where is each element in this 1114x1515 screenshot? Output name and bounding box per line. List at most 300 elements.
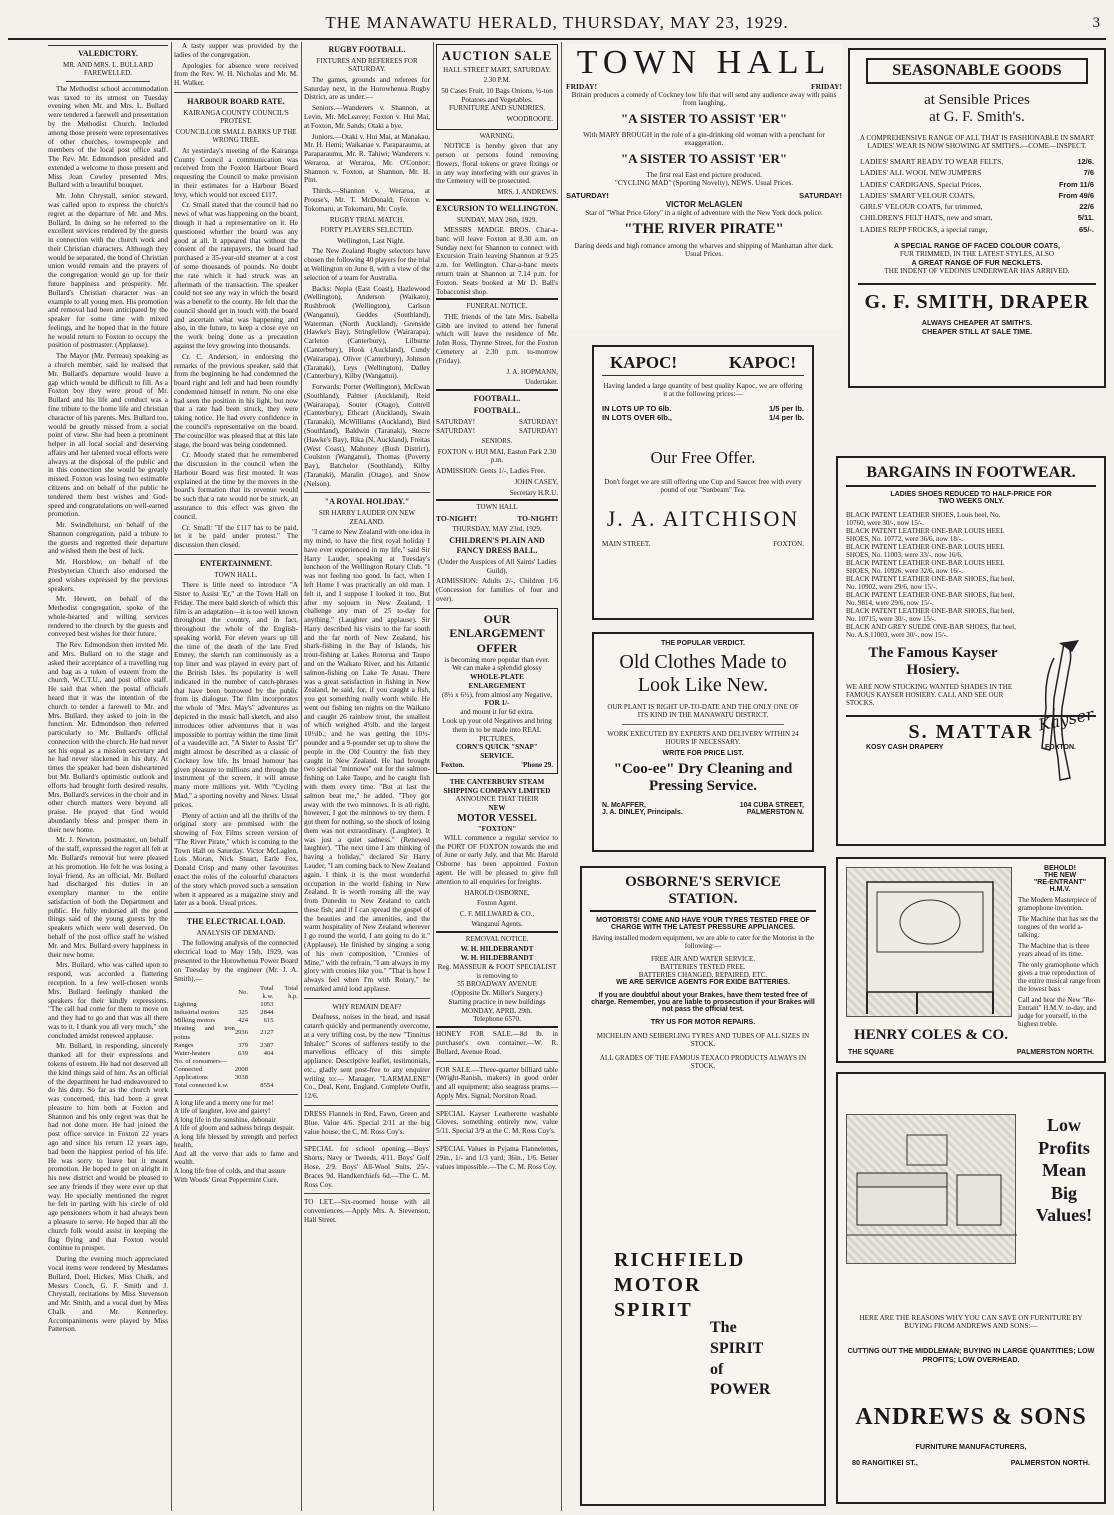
removal-line: MONDAY, APRIL 29th. [461,1006,533,1015]
table-cell [235,1001,248,1009]
article-paragraph: The Methodist school accommodation was taxed to its utmost on Tuesday evening when Mr. and Mrs. L. Bullard were tendered a farewell and presentation by the Methodist Church. Included among those present were representatives of other churches, townspeople and members of the local post office staff. The Rev. Mr. Edmondson presided and extended a welcome to those present and Miss Joan Cowley presented Mrs. Bullard with a beautiful bouquet. [48,84,168,190]
enlarge-line: is becoming more popular than ever. [444,655,550,664]
article-paragraph: Mr. Hewett, on behalf of the Methodist congregation, spoke of the whole-hearted and willing services rendered to the church by the guests and conveyed best wishes for their future. [48,595,168,639]
richfield-logo [614,1248,745,1323]
aitchison-town: FOXTON. [773,540,804,548]
excursion-text: MESSRS MADGE BROS. Char-a-banc will leave Foxton at 8.30 a.m. on Sunday next for Shannon to connect with Excursion Train leaving Shannon at 9.25 a.m. for Wellington. Char-a-banc meets return train at Shannon at 7.14 p.m. for Foxton. Seats booked at Mr D. Ball's Tobacconist shop. [436,226,558,296]
table-cell [248,1074,273,1082]
shipping-text: WILL commence a regular service to the PORT OF FOXTON towards the end of June or early July, and that Mr. Harold Osborne has been appointed Foxton agent. He will be pleased to give full attention to all enquiries for freights. [436,833,558,886]
table-cell: Milking motors [174,1017,216,1025]
enlarge-line: and mount it for 6d extra. [460,708,534,717]
richfield-word: RICHFIELD [614,1249,746,1271]
table-row [174,1001,298,1009]
valedictory-subheading: MR. AND MRS. L. BULLARD FAREWELLED. [62,60,154,78]
table-cell: 2936 [234,1029,249,1037]
osborne-line: If you are doubtful about your Brakes, have them tested free of charge. Remember, you are liable to prosecution if your Brakes will not pass the official test. [591,992,815,1013]
hmv-gramophone-ad [836,857,1106,1063]
slogan-word: SPIRIT [710,1339,764,1357]
feature-film-title: "A SISTER TO ASSIST 'ER" [620,111,788,126]
table-header: No. [238,989,249,997]
shoe-item: BLACK PATENT LEATHER ONE-BAR SHOES, flat heel, No. 10715, were 30/-, now 15/-. [846,607,1015,623]
enlarge-town: Foxton. [441,760,465,769]
article-paragraph: There is little need to introduce "A Sister to Assist 'Er," at the Town Hall on Friday. The mere bald sketch of which this film is an adaptation—it is too well known throughout the country, and in fact, throughout the whole of the English-speaking world. For eleven years up till the time of the death of the late Fred Emney, the sketch ran continuously as a top liner and was played in every part of the British Isles. Its popularity is well indicated in the number of catch-phrases that have been borrowed by the public from its dialogue. The film incorporates the whole of "Mrs. May's" adventures as depicted in the music hall sketch, and also introduces other adventures that it was impossible to portray within the time limit of a vaudeville act. "A Sister to Assist 'Er" might almost be described as a classic of Cockney low life. Its broad humour has given pleasure to millions and through the instrument of the screen, it will amuse many more millions yet. With "Cycling Mad," a sporting novelty and News. Usual prices. [174,581,298,809]
football-heading: FOOTBALL. [473,393,521,403]
auction-title: AUCTION SALE [441,48,553,63]
slogan-word: POWER [710,1381,771,1399]
warning-signature: MRS. J. ANDREWS. [497,188,558,197]
removal-line: Reg. MASSEUR & FOOT SPECIALIST [437,962,557,971]
verse-line: A life of laughter, love and gaiety! [174,1107,271,1116]
osborne-service: BATTERIES CHANGED, REPAIRED, ETC. [638,971,768,979]
kayser-text: WE ARE NOW STOCKING WANTED SHADES IN THE FAMOUS KAYSER HOSIERY. CALL AND SEE OUR STOCKS. [846,683,1013,707]
table-cell [235,1082,248,1090]
item-price: 5/11. [1077,213,1094,223]
town-hall-title: TOWN HALL [576,44,832,81]
gramophone-cabinet-image [846,867,1012,1017]
classified-ad: SPECIAL Kayser Leatherette washable Gloves, something entirely new, value 5/11. Special 3/9 at the C. M. Ross Coy's. [436,1109,558,1136]
enlarge-line: WHOLE-PLATE ENLARGEMENT [468,673,526,690]
deaf-heading: WHY REMAIN DEAF? [332,1002,402,1011]
table-cell: 2387 [260,1041,274,1049]
masthead [8,8,1106,40]
canterbury-shipping-ad [436,778,558,834]
hmv-text: The Machine that is three years ahead of its time. [1018,942,1090,958]
table-cell: Water-heaters [174,1049,211,1057]
warning-heading: WARNING. [479,131,515,140]
seasonable-line: A GREAT RANGE OF FUR NECKLETS. [911,257,1043,267]
column-three [304,42,430,1511]
table-row [174,1042,298,1050]
column-two [174,42,298,1511]
football-heading: FOOTBALL. [473,406,521,416]
table-header: Total h.p. [284,985,298,1001]
removal-line: 55 BROADWAY AVENUE [457,980,537,989]
funeral-heading: FUNERAL NOTICE. [466,302,528,311]
town-hall-ad [566,44,842,330]
football-match: FOXTON v. HUI MAI, Easton Park 2.30 p.m. [437,447,557,465]
kayser-heading: The Famous Kayser [868,645,998,661]
saturday-label: SATURDAY! [436,418,476,427]
shipping-line: SHIPPING COMPANY LIMITED [443,786,551,795]
article-paragraph: Cr. Moody stated that he remembered the discussion in the council when the Harbour Board was first mooted. It was explained at the time by the movers in the board's formation that its revenue would be such that a rate would not be struck, an assurance to this effect was given the council. [174,451,298,521]
enlargement-offer-ad [436,608,558,774]
list-item [860,190,1094,201]
item-name: CHILDREN'S FELT HATS, new and smart, [860,213,993,223]
principal-name: N. McAFFER, [602,801,646,809]
item-name: LADIES' ALL WOOL NEW JUMPERS [860,168,982,178]
town-hall-line: The first real East end picture produced. [646,171,762,179]
aitchison-street: MAIN STREET. [602,540,651,548]
hmv-text: The Machine that has set the tongues of the world a-talking. [1018,915,1099,939]
column-rule [433,42,434,1511]
table-cell: 615 [263,1017,274,1025]
osborne-line: ALL GRADES OF THE FAMOUS TEXACO PRODUCTS ALWAYS IN STOCK. [599,1054,807,1070]
auction-time: 2.30 P.M. [483,76,511,85]
classified-ad: FOR SALE.—Three-quarter billiard table (Wright-Ranish, makers) in good order and all equipment; also seagrass prams.—Apply Mrs. Signal, Norsiton Road. [436,1065,558,1100]
kayser-logo: Kayser [1036,704,1096,735]
verdict-label: THE POPULAR VERDICT. [660,640,745,647]
harbour-sub: KAIRANGA COUNTY COUNCIL'S PROTEST. [183,108,289,126]
osborne-service: FREE AIR AND WATER SERVICE. [650,955,756,963]
spirit-of-power [710,1318,770,1401]
football-admission: ADMISSION: Gents 1/-, Ladies Free. [436,467,546,476]
list-item [860,167,1094,178]
classified-ad: HONEY FOR SALE.—8d lb. in purchaser's own container.—W. R. Bullard, Avenue Road. [436,1030,558,1056]
electrical-load-table [174,985,298,1089]
article-paragraph: Wellington, Last Night. [337,236,405,245]
rugby-sub: FIXTURES AND REFEREES FOR SATURDAY. [316,56,418,74]
article-paragraph: The games, grounds and referees for Saturday next, in the Horowhenua Rugby District, are as under:— [304,75,430,102]
article-paragraph: Seniors.—Wanderers v. Shannon, at Levin, Mr. McLeavey; Foxton v. Hui Mai, at Foxton, Mr. Sands; Otaki a bye. [304,104,430,130]
article-paragraph: At yesterday's meeting of the Kairanga County Council a communication was received from the Foxton Harbour Board requesting the Council to make provision in their estimates for a Harbour Board levy, which would not exceed £117. [174,146,298,199]
hmv-line: BEHOLD! [1044,865,1076,872]
table-cell [273,1042,298,1050]
footwear-title: BARGAINS IN FOOTWEAR. [846,464,1096,487]
table-cell: 2844 [260,1009,274,1017]
removal-line: Starting practice in new buildings [448,997,546,1006]
headline-word: Low [1046,1115,1081,1135]
free-offer-text: Don't forget we are still offering one Cup and Saucer free with every pound of our "Sunbeam" Tea. [604,478,802,494]
royal-holiday-heading: "A ROYAL HOLIDAY." [324,497,410,507]
removal-line: is removing to [476,971,518,980]
table-cell: Total connected k.w. [174,1081,229,1089]
table-cell [273,1082,298,1090]
richfield-word: MOTOR [614,1274,702,1296]
article-paragraph: Forwards: Porter (Wellington), McEwan (Southland), Palmer (Auckland), Reid (Wairarapa), Souter (Otago), Cottrell (Canterbury), Ethcart (Auckland), Swain (Taranaki), McWilliams (Auckland), Bird (Southland), Baldwin (Taranaki), Stecre (Hawke's Bay), Rika (N. Auckland), Freitas (West Coast), Mahoney (Bush District), Coulston (Wanganui), Thomas (Poverty Bay), Batchelor (Southland), Kilby (Taranaki), Maralin (Otago), and Snow (Nelson). [304,383,430,488]
harbour-sub2: COUNCILLOR SMALL BARKS UP THE WRONG TREE. [175,127,297,145]
feature-film-title: "THE RIVER PIRATE" [624,221,784,237]
article-paragraph: Mr. Bullard, in responding, sincerely thanked all for their expressions and tokens of esteem. He had not deserved all the kind things said of him. As an official of the department he had endeavoured to do his duty. So far as the church work was concerned, this had been a great pleasure to him both at Foxton and Shannon and his only regret was that he had not done more. He had joined the post office service in Foxton 22 years ago and since his return 12 years ago, had been the happiest period of his life. He was sorry to leave but it meant promotion. He hoped to get on alright in his new district and would be pleased to see any friends if they were ever up that way. He specially mentioned the regret he felt in parting with his circle of old age pensioners whom it had always been a pleasure to serve. He hoped that all the church folk would assist in keeping the flag flying and that Foxton would continue to prosper. [48,1042,168,1253]
funeral-signature: J. A. HOPMANN, [506,367,558,376]
hmv-text: Call and hear the New "Re-Entrant" H.M.V. to-day, and judge for yourself, to the highest treble. [1018,996,1097,1028]
article-paragraph: The Rev. Edmondson then invited Mr. and Mrs. Bullard on to the stage and asked their acceptance of a travelling rug and bag as a token of esteem from the church, W.C.T.U., and post office staff. He said that when the postal officials heard that it was the intention of the church to tender a farewell to Mr. and Mrs. Bullard, they asked to join in the function. Mr. Edmondson then referred particularly to Mr. Bullard's official connection with the church. He had never set his equal as a mission secretary and he had never slackened in his duty. At times the speaker had been disheartened but Mr. Bullard's optimistic outlook and efforts had brought forth desired results. Mrs. Bullard's services in the choir and in other church matters were beyond all praise. He prayed that God would abundantly bless and prosper them in their new home. [48,641,168,834]
table-cell: 404 [263,1049,274,1057]
town-hall-line: Usual Prices. [685,250,723,258]
item-price: 22/6 [1079,202,1094,211]
enlarge-line: (8½ x 6½), from almost any Negative, [441,690,553,699]
andrews-role: FURNITURE MANUFACTURERS, [915,1442,1027,1451]
entertainment-sub: TOWN HALL. [214,570,258,579]
shipping-agent-role: Foxton Agent. [476,899,518,908]
shipping-agent: HAROLD OSBORNE, [464,888,530,897]
article-paragraph: Mrs. Bullard, who was called upon to respond, was accorded a flattering reception. In a few well-chosen words Mrs. Bullard feelingly thanked the speakers for their kindly expressions. "The call had come for them to move on and they had to go and that was all there was to it. I thank you all very much," she concluded amidst renewed applause. [48,961,168,1040]
article-paragraph: Mr. J. Newton, postmaster, on behalf of the staff, expressed the regret all felt at Mr. Bullard's removal but were pleased at his promotion. He felt he was losing a loyal friend. As an official, Mr. Bullard had discharged his duties in an exemplary manner to the entire satisfaction of both the Department and public. He fully endorsed all the good things said of the young guests by the speakers which were well deserved. On behalf of the post office staff he wished Mr. and Mrs. Bullard every happiness in their new home. [48,836,168,959]
football-secretary-role: Secretary H.R.U. [509,488,558,497]
table-cell [273,1025,298,1041]
warning-text: NOTICE is hereby given that any person or persons found removing flowers, floral tokens or grave fixings or in any way interfering with our graves in the Cemetery will be prosecuted. [436,142,558,186]
table-row [174,1058,298,1066]
shoe-item: BLACK PATENT LEATHER ONE-BAR LOUIS HEEL SHOES, No. 11003, were 33/-, now 16/6. [846,543,1005,559]
osborne-service: WE ARE SERVICE AGENTS FOR EXIDE BATTERIES. [616,979,790,986]
article-paragraph: "I came to New Zealand with one idea in my mind, to have the first royal holiday I have ever experienced in my life," said Sir Harry Lauder, speaking at Tuesday's luncheon of the Wellington Rotary Club. "I was not feeling too good. In fact, when I left Home I was practically an old man. I felt it, and I suppose I looked it too. But after my sojourn in New Zealand, I challenge any man of 25 to-day for anything." (Laughter and applause). Sir Harry described his visits to the far south and the far north of New Zealand, his shark-fishing in the Bay of Islands, his trout-fishing at Lakes Rotorua and Taupo and on the Waikato River, and his Atlantic salmon-fishing on Lake Te Anau. There was a great satisfaction in fishing in New Zealand, he said, for, if you caught a fish, you got something really worth while. He went out fishing ten nights on the Waikato and caught 26 rainbow trout, the smallest of which weighed 4½lb. and the largest 10½lb.; and he was getting the 10½-pounder and a 9-pounder set up to show the people in the Old Country the fish they caught in New Zealand. He had brought two special "minnows" out for the salmon-fishing on Lake Taupo, and he caught fish with them every time. "But at last the salmon beat me," he added. "They got away with the two minnows. It is all right, however, I got the minnows to try them. I got them for nothing, so the shock of losing them was not extraordinary. (Laughter). It was just a quiet sadness." (Renewed laughter). "The next time I am thinking of having a holiday," declared Sir Harry Lauder, "I am coming back to New Zealand again. I think it is the most wonderful occupation in the world fishing in New Zealand. It is worth rousing all the way from Dunedin to New Zealand to catch these fish; and if I can spread the gospel of the beauties and the amenities, and the warm hospitality of New Zealand wherever I go round the world, I am going to do it." (Applause). He finished by singing a song of his own composition, "Cronies of Mine," with the refrain, "I am always in my glory with cronies like you." "That is how I always feel when I'm with Rotary," he remarked amid loud applause. [304,528,430,993]
gfsmith-name: G. F. SMITH, DRAPER [858,283,1096,314]
gfsmith-line: ALWAYS CHEAPER AT SMITH'S. [921,317,1033,327]
seasonable-title: SEASONABLE GOODS [866,58,1088,84]
cooee-line: WORK EXECUTED BY EXPERTS AND DELIVERY WITHIN 24 HOURS IF NECESSARY. [607,730,799,746]
football-secretary: JOHN CASEY, [514,478,558,487]
auction-sub: HALL STREET MART, SATURDAY. [443,65,551,74]
headline-word: Profits [1038,1137,1090,1158]
article-paragraph: The Mayor (Mr. Perreau) speaking as a church member, said he realised that Mr. Bullard's departure would leave a gap which would be difficult to fill. As a Foxton boy they were proud of Mr. Bullard and his life and conduct was a fine tribute to the home life and christian character of his parents. Mrs. Bullard too, would be greatly missed from a social point of view. She had been a prominent helper in all local social and deserving affairs and her talented vocal efforts were always at the disposal of the public and in this connection she would be greatly missed. Foxton was losing two estimable citizens and on behalf of the public he tendered them best wishes and God-speed and congratulations on well-earned promotion. [48,352,168,519]
article-paragraph: The New Zealand Rugby selectors have chosen the following 40 players for the trial at Wellington on June 8, with a view of the selection of a team for Australia. [304,247,430,282]
table-cell: 424 [238,1017,249,1025]
low-profits-headline [1028,1114,1100,1227]
seasonable-subtitle: at Sensible Prices [924,92,1030,108]
osborne-line: TRY US FOR MOTOR REPAIRS. [650,1019,756,1026]
richfield-word: SPIRIT [614,1299,693,1321]
shoe-item: BLACK PATENT LEATHER ONE-BAR LOUIS HEEL SHOES, No. 10772, were 36/6, now 18/-. [846,527,1005,543]
shoe-item: BLACK PATENT LEATHER ONE-BAR SHOES, flat heel, No. 10902, were 29/6, now 15/-. [846,575,1015,591]
andrews-name: ANDREWS & SONS [855,1404,1087,1430]
article-paragraph: Plenty of action and all the thrills of the original story are promised with the showing of Fox Films screen version of "The River Pirate," which is coming to the Town Hall on Saturday. Victor McLaglen, Lois Moran, Nick Stuart, Earle Fox, Donald Crisp and many other favourites enact the roles of the colourful characters of the story which proved such a sensation when it appeared as a magazine story and later as a book. Usual prices. [174,811,298,908]
table-cell: Lighting [174,1001,197,1009]
ball-auspices: (Under the Auspices of All Saints' Ladies Guild). [437,557,557,575]
table-cell [273,1001,298,1009]
verse-line: A long life free of colds, and that assure [174,1166,286,1175]
entertainment-heading: ENTERTAINMENT. [199,558,273,568]
enlarge-price: FOR 1/- [484,699,510,708]
kapoc-title: KAPOC! [728,353,796,372]
mattar-town: FOXTON. [1045,744,1076,751]
principal-name: J. A. DINLEY, Principals. [602,808,683,816]
price-list-label: WRITE FOR PRICE LIST. [662,750,744,757]
kapoc-price: 1/4 per lb. [768,413,804,422]
shipping-agent: C. F. MILLWARD & CO., [459,909,535,918]
list-item [860,201,1094,212]
classified-ad: TO LET.—Six-roomed house with all conveniences.—Apply Mrs. A. Stevenson, Hall Street. [304,1198,430,1224]
tonight-label: TO-NIGHT! [436,513,477,523]
cooee-line: OUR PLANT IS RIGHT UP-TO-DATE AND THE ONLY ONE OF ITS KIND IN THE MANAWATU DISTRICT. [607,703,799,719]
item-name: LADIES' SMART VELOUR COATS, [860,190,975,200]
removal-line: Telephone 6570. [473,1015,521,1024]
kapoc-price: 1/5 per lb. [768,404,804,413]
kapoc-lot: IN LOTS UP TO 6lb. [602,404,672,413]
item-name: GIRLS' VELOUR COATS, fur trimmed, [860,202,983,211]
saturday-label: SATURDAY! [436,426,476,435]
classified-ad: SPECIAL for school opening.—Boys' Shorts, Navy or Tweeds, 4/11. Boys' Golf Hose, 2/9. Boys' All-Wool Suits, 25/-. Braces 9d. Handkerchiefs 6d.—The C. M. Ross Coy. [304,1145,430,1189]
funeral-role: Undertaker. [525,378,558,387]
shipping-line: THE CANTERBURY STEAM [449,777,545,786]
rugby-heading: RUGBY FOOTBALL. [328,45,406,54]
table-row [174,1050,298,1058]
feature-film-title: "A SISTER TO ASSIST 'ER" [620,151,788,166]
shoe-item: BLACK AND GREY SUEDE ONE-BAR SHOES, flat heel, No. A.S.11003, were 30/-, now 15/-. [846,623,1016,639]
article-paragraph: Thirds.—Shannon v. Weraroa, at Prouse's, Mr. T. McDonald; Foxton v. Tokomaru, at Tokomaru, Mr. Coyle. [304,187,430,213]
table-row [174,1066,298,1074]
henry-coles-name: HENRY COLES & CO. [854,1027,1008,1043]
star-name: VICTOR McLAGLEN [665,200,743,209]
town-hall-line: Star of "What Price Glory" in a night of adventure with the New York dock police. [585,209,823,217]
newspaper-title: THE MANAWATU HERALD, THURSDAY, MAY 23, 1929. [325,13,789,32]
town-hall-line: Britain produces a comedy of Cockney low life that will send any audience away with pains from laughing. [571,91,837,107]
osborne-line: MICHELIN AND SEIBERLING TYRES AND TUBES OF ALL SIZES IN STOCK. [596,1032,810,1048]
article-paragraph: Mr. Swindlehurst, on behalf of the Shannon congregation, paid a tribute to the guests and regretted their departure and wished them the best of luck. [48,521,168,556]
article-paragraph: Mr. Horsblow, on behalf of the Presbyterian Church also endorsed the good wishes expressed by the previous speakers. [48,558,168,593]
table-cell [273,1066,298,1074]
table-header-row [174,985,298,1001]
shipping-line: ANNOUNCE THAT THEIR [455,795,539,804]
ball-date: THURSDAY, MAY 23rd, 1929. [452,524,542,533]
shoe-item: BLACK PATENT LEATHER ONE-BAR LOUIS HEEL SHOES, No. 10926, were 32/6, now 16/-. [846,559,1005,575]
table-cell: 325 [238,1009,249,1017]
andrews-address: 80 RANGITIKEI ST., [852,1458,918,1467]
verse-line: A long life in the sunshine, debonair [174,1115,276,1124]
osborne-service: BATTERIES TESTED FREE. [660,963,746,971]
item-name: LADIES' CARDIGANS, Special Prices, [860,179,982,189]
table-cell: No. of consumers— [174,1057,228,1065]
town-hall-line: "CYCLING MAD" (Sporting Novelty), NEWS. Usual Prices. [614,179,794,187]
verse-line: A long life blessed by strength and perfect health, [174,1132,298,1150]
table-cell: 3038 [234,1073,249,1081]
article-paragraph: Deafness, noises in the head, and nasal catarrh quickly and permanently overcome, at a very trifling cost, by the new "Tinnitus Inhaler." Scores of sufferers testify to the marvellous efficacy of this simple appliance. Descriptive leaflet, testimonials, etc., gladly sent post-free to any enquirer writing to:— Manager, "LARMALENE" Co., Deal, Kent, England. Complete Outfit, 12/6. [304,1013,430,1101]
mattar-store: KOSY CASH DRAPERY [866,744,944,751]
item-price: From 11/6 [1058,179,1094,189]
ball-admission: ADMISSION: Adults 2/-, Children 1/6 (Concession for families of four and over). [436,577,558,603]
kapoc-lot: IN LOTS OVER 6lb., [602,413,673,422]
table-row [174,1017,298,1025]
funeral-text: THE friends of the late Mrs. Isabella Gibb are invited to attend her funeral which will leave the residence of Mr. John Ross, Thynne Street, for the Foxton Cemetery at 2.30 p.m. to-morrow (Friday). [436,312,558,365]
cooee-address: 104 CUBA STREET, [739,801,804,809]
verse-line: A life of gloom and sadness brings despair. [174,1124,295,1133]
gfsmith-line: CHEAPER STILL AT SALE TIME. [921,326,1033,336]
enlarge-line: Look up your old Negatives and bring them in to be made into REAL PICTURES. [442,717,552,743]
verse-line: A long life and a merry one for me! [174,1098,274,1107]
article-paragraph: Cr. C. Anderson, in endorsing the remarks of the previous speaker, said that from the beginning he had condemned the board right and left and had been roundly condemned himself in return. No one else had seen the position in his light, but now that a rate had been struck, they were taking notice. He had every confidence in the council's representative on the board. The councillor was pleased that at this late stage, the board was being condemned. [174,352,298,449]
table-cell [248,1066,273,1074]
kayser-heading: Hosiery. [906,662,960,678]
table-header [174,985,235,1001]
column-rule [171,42,172,1511]
article-paragraph: Cr. Small: "If the £117 has to be paid, let it be paid under protest." The discussion then closed. [174,523,298,550]
shipping-agent-role: Wanganui Agents. [471,920,523,929]
table-row [174,1074,298,1082]
table-row [174,1025,298,1041]
kapoc-ad [592,345,814,620]
valedictory-heading: VALEDICTORY. [48,45,168,59]
free-offer-title: Our Free Offer. [650,448,756,467]
osborne-line: MOTORISTS! COME AND HAVE YOUR TYRES TESTED FREE OF CHARGE WITH THE LATEST PRESSURE APPLIANCES. [596,917,810,931]
seasonable-line: FUR TRIMMED, IN THE LATEST STYLES, ALSO [899,249,1055,258]
seasonable-subtitle: at G. F. Smith's. [929,109,1025,125]
table-cell [273,1058,298,1066]
cooee-service-title: "Coo-ee" Dry Cleaning and Pressing Service. [613,761,793,795]
hmv-text: The Modern Masterpiece of gramophone invention. [1018,896,1097,912]
article-paragraph: A tasty supper was provided by the ladies of the congregation. [174,42,298,59]
table-cell [273,1017,298,1025]
trial-heading: RUGBY TRIAL MATCH. [329,215,405,224]
item-price: 7/6 [1083,168,1094,178]
table-row [174,1082,298,1090]
enlarge-title: OUR [483,611,511,626]
kapoc-heading [602,353,804,376]
article-paragraph: During the evening much appreciated vocal items were rendered by Mesdames Bullard, Doel, Hickes, Miss Chalk, and Messrs Cooch, G. F. Smith and J. Chrystall, recitations by Miss Stevenson and Mr. Smith, and a vocal duet by Miss Chalk and Mr. Kennerley. Accompaniments were played by Miss Patterson. [48,1255,168,1334]
item-price: 12/6. [1077,157,1094,166]
hmv-line: H.M.V. [1049,886,1071,893]
hmv-address: THE SQUARE [848,1049,894,1056]
footwear-sub: LADIES SHOES REDUCED TO HALF-PRICE FOR [890,491,1052,498]
seasonable-intro: A COMPREHENSIVE RANGE OF ALL THAT IS FASHIONABLE IN SMART LADIES' WEAR IS NOW SHOWING AT SMITH'S.—COME—INSPECT. [859,134,1095,150]
shoe-item: BLACK PATENT LEATHER ONE-BAR SHOES, flat heel, No. 9814, were 29/6, now 15/-. [846,591,1015,607]
friday-label: FRIDAY! [566,82,597,91]
table-cell [273,1009,298,1017]
shipping-line: NEW [488,804,506,813]
cooee-address: PALMERSTON N. [746,808,804,816]
list-item [860,224,1094,235]
table-row [174,1009,298,1017]
table-cell: 1053 [260,1001,274,1009]
table-cell: Applications [174,1073,208,1081]
harbour-heading: HARBOUR BOARD RATE. [187,96,285,106]
vessel-title: MOTOR VESSEL [457,812,537,824]
vessel-name: "FOXTON" [477,825,517,834]
kapoc-intro: Having landed a large quantity of best quality Kapoc, we are offering it at the following prices:— [603,382,803,398]
verse-line: With Woods' Great Peppermint Cure. [174,1175,279,1184]
excursion-heading: EXCURSION TO WELLINGTON. [436,203,558,213]
removal-line: (Opposite Dr. Miller's Surgery.) [451,989,543,998]
table-header: Total k.w. [260,985,274,1001]
table-cell: 8554 [260,1081,274,1089]
table-cell: Connected [174,1065,203,1073]
andrews-furniture-ad [836,1072,1106,1504]
removal-heading: REMOVAL NOTICE. [465,934,529,943]
friday-label: FRIDAY! [811,82,842,91]
saturday-label: SATURDAY! [799,191,842,200]
hmv-line: "RE-ENTRANT" [1033,879,1087,886]
enlarge-title: ENLARGEMENT [449,626,545,641]
royal-holiday-sub: SIR HARRY LAUDER ON NEW ZEALAND. [318,509,416,526]
electrical-heading: THE ELECTRICAL LOAD. [186,917,286,927]
column-rule [561,42,562,1511]
table-cell [273,1050,298,1058]
tonight-label: TO-NIGHT! [517,513,558,523]
ball-title: CHILDREN'S PLAIN AND FANCY DRESS BALL. [449,536,545,556]
town-hall-line: Daring deeds and high romance among the wharves and shipping of Manhattan after dark. [574,242,834,250]
column-rule [301,42,302,1511]
classified-ad: DRESS Flannels in Red, Fawn, Green and Blue. Value 4/6. Special 2/11 at the big value house, the C. M. Ross Coy's. [304,1110,430,1136]
table-cell [273,1074,298,1082]
enlarge-phone: 'Phone 29. [521,760,553,769]
column-notices [436,42,558,1511]
enlarge-title: OFFER [476,640,518,655]
seasonable-line: THE INDENT OF VEDONIS UNDERWEAR HAS ARRIVED. [884,266,1070,275]
table-cell: 379 [238,1041,249,1049]
item-name: LADIES REPP FROCKS, a special range, [860,224,988,234]
article-paragraph: Mr. John Chrystall, senior steward, was called upon to express the church's regret at the departure of Mr. and Mrs. Bullard. In doing so he referred to the excellent services rendered by the guests in connection with the church work and their Christian characters. Although they would be separated, the bond of Christian union would remain and the prayers of the congregation would go up for their future happiness and prosperity. Mr. Bullard's Christian character was an example to all young men. His promotion and removal had been anticipated by the speaker for some time with mixed feelings, and he hoped that in the future he would return to Foxton to occupy the position of postmaster. (Applause). [48,192,168,350]
football-seniors: SENIORS. [481,437,513,446]
column-valedictory [48,42,168,1511]
headline-word: Mean Big [1042,1160,1086,1203]
trial-sub: FORTY PLAYERS SELECTED. [320,226,414,235]
andrews-line: CUTTING OUT THE MIDDLEMAN; BUYING IN LARGE QUANTITIES; LOW PROFITS; LOW OVERHEAD. [847,1346,1095,1364]
table-cell: Ranges [174,1041,194,1049]
auction-auctioneer: WOODROOFE. [506,115,553,124]
hmv-line: THE NEW [1043,872,1077,879]
cooee-dry-cleaning-ad [592,632,814,852]
article-paragraph: Apologies for absence were received from the Rev. W. H. Nicholas and Mr. M. H. Walker. [174,61,298,88]
seasonable-goods-ad [848,48,1106,388]
list-item [860,179,1094,190]
article-paragraph: The following analysis of the connected electrical load to May 15th, 1929, was presented to the Horowhenua Power Board on Tuesday by the engineer (Mr. J. A. Smith).— [174,939,298,983]
item-price: From 49/6 [1058,190,1094,200]
table-cell: 639 [238,1049,249,1057]
enlarge-service: CORN'S QUICK "SNAP" SERVICE. [456,743,538,761]
article-paragraph: Backs: Nepia (East Coast), Hazlewood (Wellington), Anderson (Waikato), Rushbrook (Wellington), Carlson (Wanganui), Geddes (Southland), Waterman (North Auckland), Grenside (Hawke's Bay), Stringfellow (Wairarapa), Carleton (Canterbury), Lilburne (Canterbury), Hook (Auckland), Cundy (Wairarapa), Oliver (Canterbury), Johnson (Taranaki), Leys (Wellington), Dalley (Canterbury), Kilby (Wanganui). [304,284,430,381]
list-item [860,212,1094,223]
removal-name: W. H. HILDEBRANDT [460,953,534,962]
kapoc-title: KAPOC! [610,353,678,372]
headline-word: Values! [1035,1205,1093,1225]
seasonable-price-list [860,156,1094,235]
